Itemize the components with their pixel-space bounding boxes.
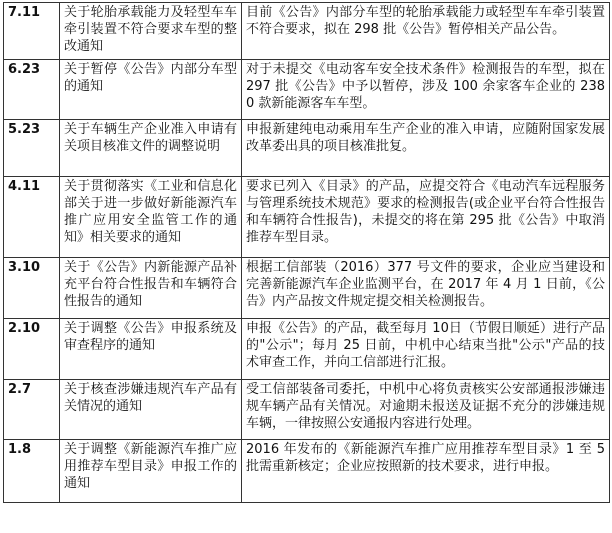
table-row	[4, 380, 610, 440]
row-title: 关于车辆生产企业准入申请有关项目核准文件的调整说明	[60, 120, 242, 177]
row-title: 关于《公告》内新能源产品补充平台符合性报告和车辆符合性报告的通知	[60, 258, 242, 319]
table-row	[4, 440, 610, 503]
row-date: 1.8	[4, 440, 60, 503]
row-date: 7.11	[4, 3, 60, 60]
row-content: 申报《公告》的产品，截至每月 10日（节假日顺延）进行产品的"公示"；每月 25 日前，中机中心结束当批"公示"产品的技术审查工作，并向工信部进行汇报。	[242, 319, 610, 380]
row-title: 关于调整《新能源汽车推广应用推荐车型目录》申报工作的通知	[60, 440, 242, 503]
notice-table	[3, 2, 610, 503]
row-content: 根据工信部装（2016）377 号文件的要求，企业应当建设和完善新能源汽车企业监测平台，在 2017 年 4 月 1 日前，《公告》内产品按文件规定提交相关检测报告。	[242, 258, 610, 319]
row-content: 申报新建纯电动乘用车生产企业的准入申请，应随附国家发展改革委出具的项目核准批复。	[242, 120, 610, 177]
row-content: 受工信部装备司委托，中机中心将负责核实公安部通报涉嫌违规车辆产品有关情况。对逾期未报送及证据不充分的涉嫌违规车辆，一律按照公安通报内容进行处理。	[242, 380, 610, 440]
row-title: 关于贯彻落实《工业和信息化部关于进一步做好新能源汽车推广应用安全监管工作的通知》相关要求的通知	[60, 177, 242, 258]
row-title: 关于暂停《公告》内部分车型的通知	[60, 60, 242, 120]
row-date: 5.23	[4, 120, 60, 177]
table-row	[4, 258, 610, 319]
row-date: 2.10	[4, 319, 60, 380]
row-content: 2016 年发布的《新能源汽车推广应用推荐车型目录》1 至 5 批需重新核定；企业应按照新的技术要求，进行申报。	[242, 440, 610, 503]
table-row	[4, 60, 610, 120]
row-date: 6.23	[4, 60, 60, 120]
row-date: 2.7	[4, 380, 60, 440]
table-row	[4, 177, 610, 258]
table-row	[4, 120, 610, 177]
table-row	[4, 3, 610, 60]
row-title: 关于核查涉嫌违规汽车产品有关情况的通知	[60, 380, 242, 440]
row-content: 目前《公告》内部分车型的轮胎承载能力或轻型车车牵引装置不符合要求，拟在 298 批《公告》暂停相关产品公告。	[242, 3, 610, 60]
row-date: 3.10	[4, 258, 60, 319]
row-date: 4.11	[4, 177, 60, 258]
row-content: 要求已列入《目录》的产品，应提交符合《电动汽车远程服务与管理系统技术规范》要求的检测报告(或企业平台符合性报告和车辆符合性报告)，未提交的将在第 295 批《公告》中取消推荐车型目录。	[242, 177, 610, 258]
table-row	[4, 319, 610, 380]
row-title: 关于调整《公告》申报系统及审查程序的通知	[60, 319, 242, 380]
row-content: 对于未提交《电动客车安全技术条件》检测报告的车型，拟在 297 批《公告》中予以暂停，涉及 100 余家客车企业的 2380 款新能源客车车型。	[242, 60, 610, 120]
row-title: 关于轮胎承载能力及轻型车车牵引装置不符合要求车型的整改通知	[60, 3, 242, 60]
